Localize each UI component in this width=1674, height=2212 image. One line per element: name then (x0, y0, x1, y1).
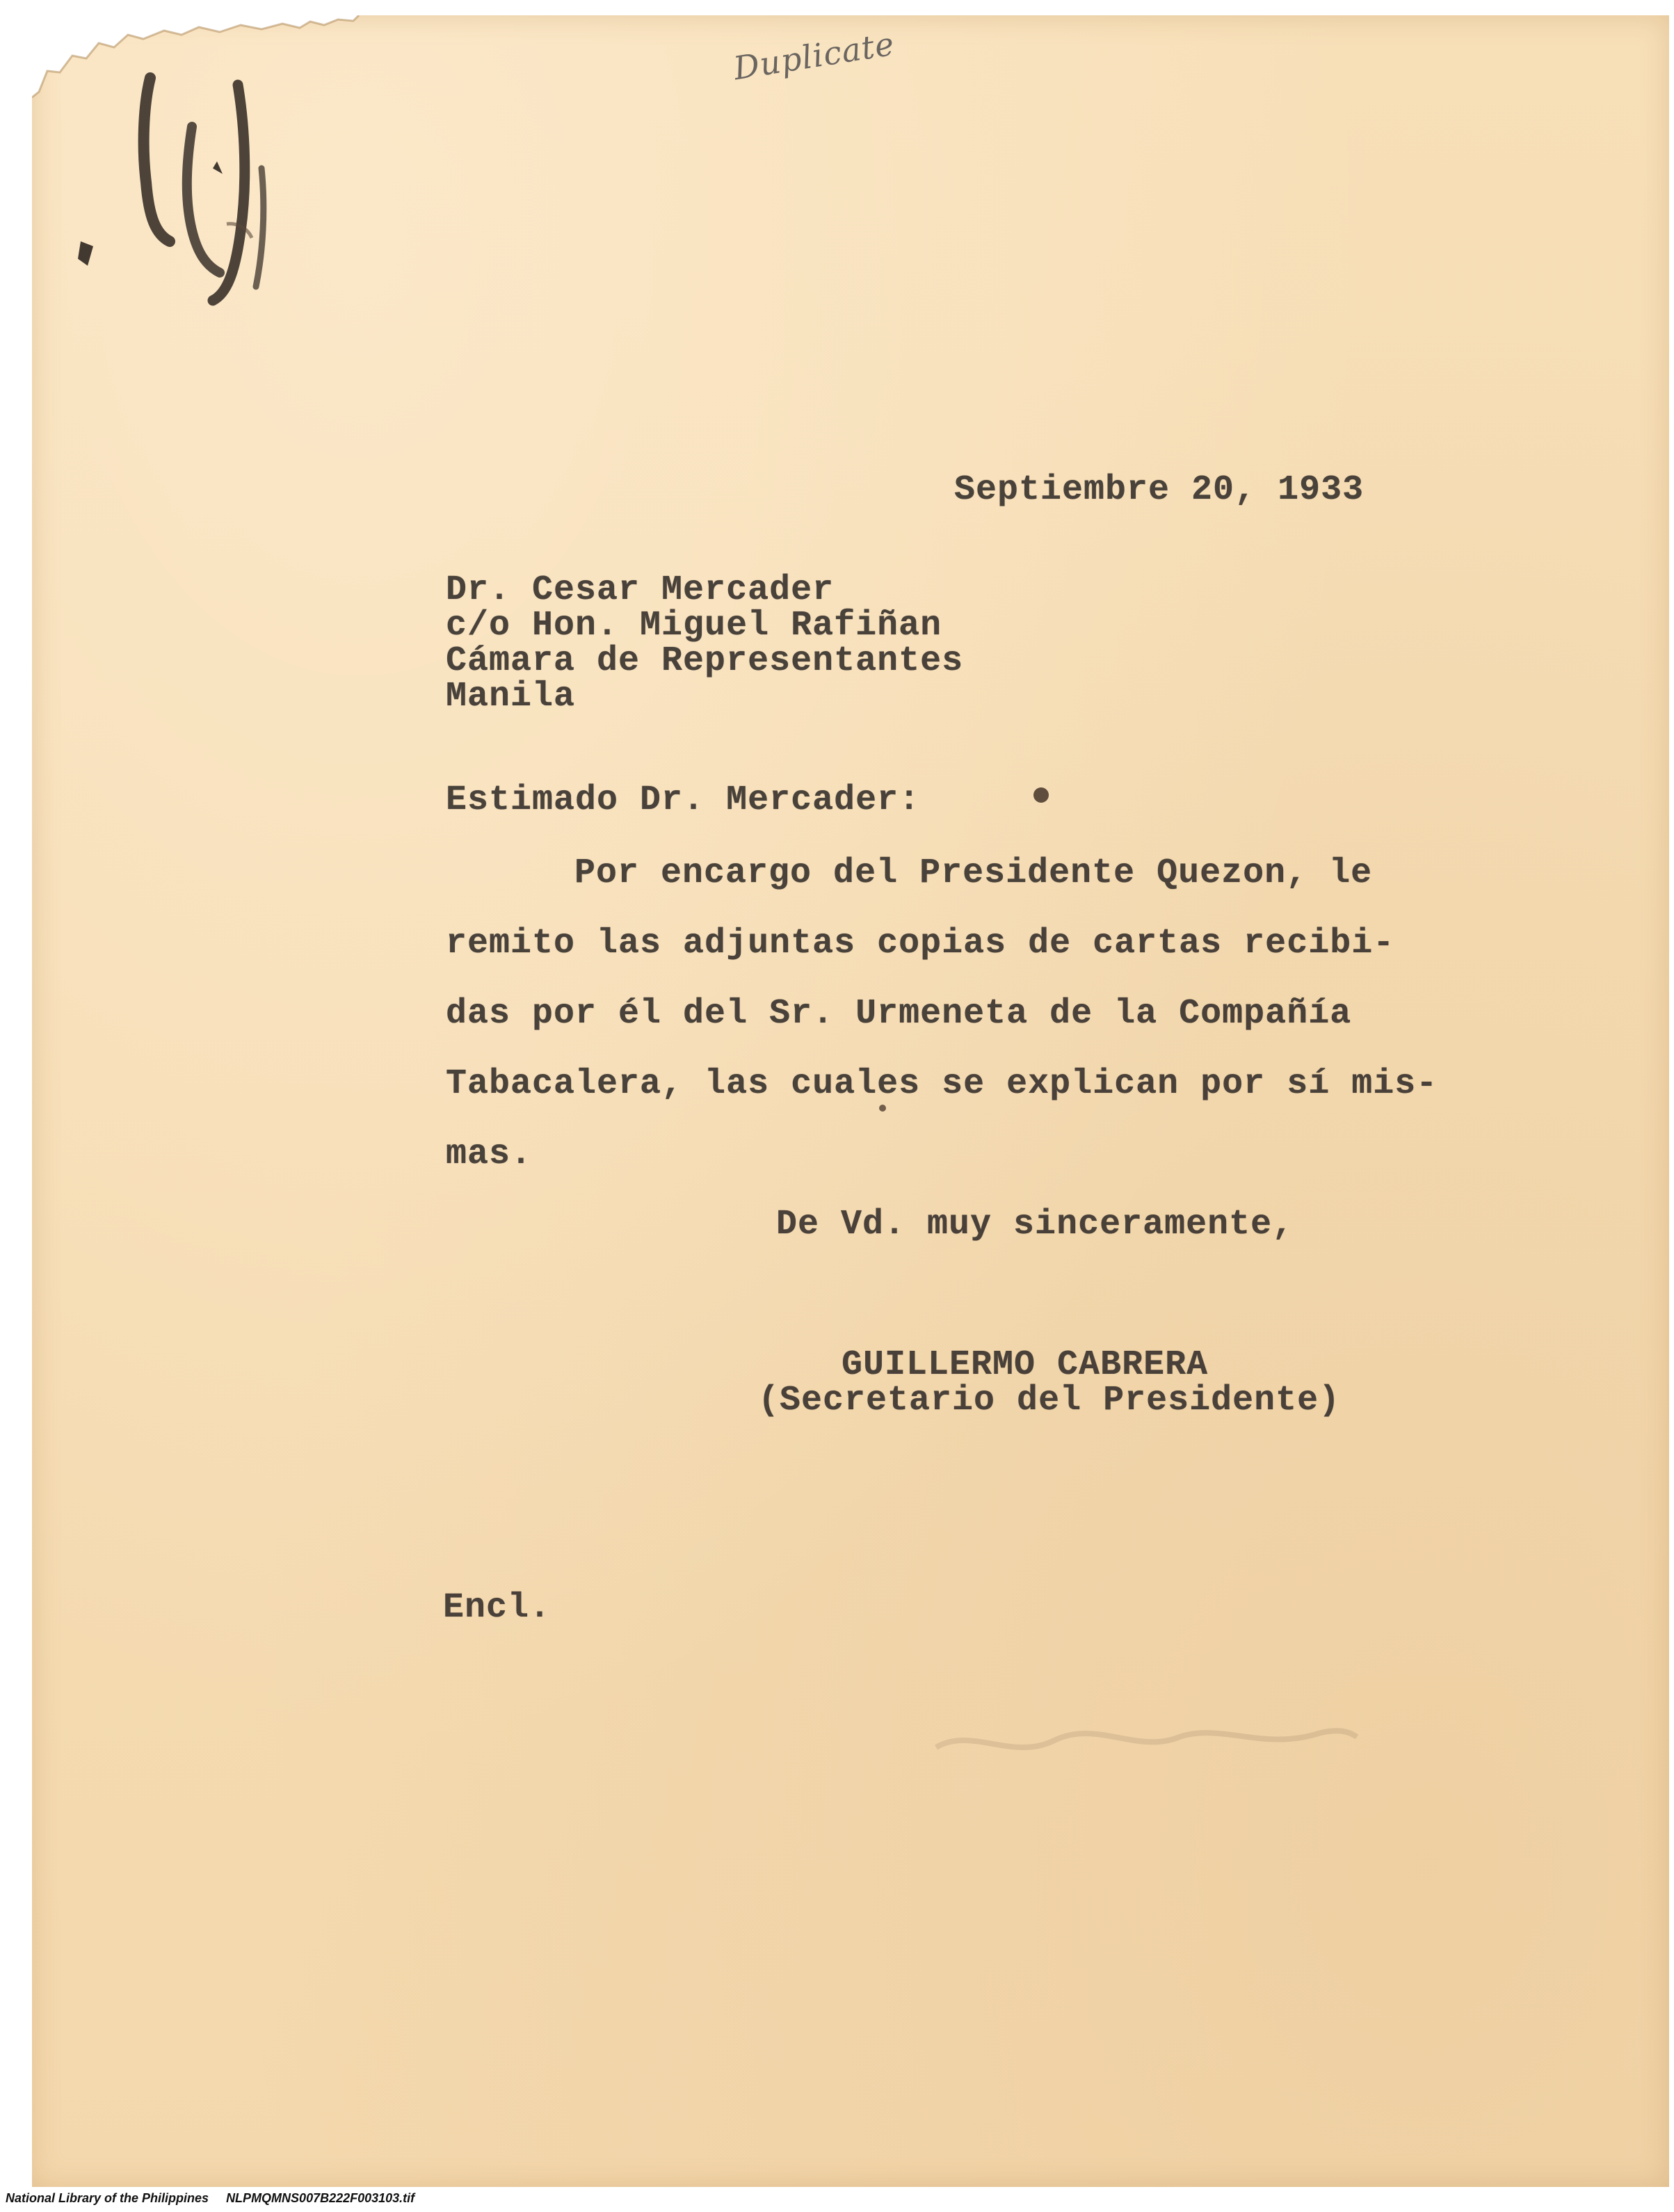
salutation: Estimado Dr. Mercader: (446, 780, 921, 820)
letter-date: Septiembre 20, 1933 (954, 470, 1365, 510)
recipient-line-4: Manila (446, 677, 576, 716)
footer-institution: National Library of the Philippines (6, 2191, 209, 2205)
body-line-1: Por encargo del Presidente Quezon, le (574, 853, 1373, 893)
ink-spot (1033, 787, 1049, 803)
paper-clip-stain-marks (74, 64, 310, 328)
body-line-2: remito las adjuntas copias de cartas recibi- (446, 924, 1395, 963)
closing: De Vd. muy sinceramente, (776, 1205, 1294, 1244)
handwritten-duplicate-note: Duplicate (731, 24, 897, 88)
body-line-3: das por él del Sr. Urmeneta de la Compañía (446, 994, 1352, 1034)
recipient-line-1: Dr. Cesar Mercader (446, 570, 835, 610)
faint-ink-offset (929, 1699, 1360, 1775)
ink-spot (879, 1105, 886, 1112)
recipient-line-2: c/o Hon. Miguel Rafiñan (446, 606, 942, 646)
signature-name: GUILLERMO CABRERA (842, 1345, 1209, 1385)
scan-footer-caption (6, 2191, 415, 2206)
enclosure-notation: Encl. (443, 1588, 552, 1628)
footer-file-id: NLPMQMNS007B222F003103.tif (226, 2191, 415, 2205)
signature-title: (Secretario del Presidente) (758, 1381, 1341, 1420)
recipient-line-3: Cámara de Representantes (446, 641, 964, 681)
body-line-5: mas. (446, 1135, 533, 1174)
body-line-4: Tabacalera, las cuales se explican por sí mis- (446, 1064, 1438, 1104)
